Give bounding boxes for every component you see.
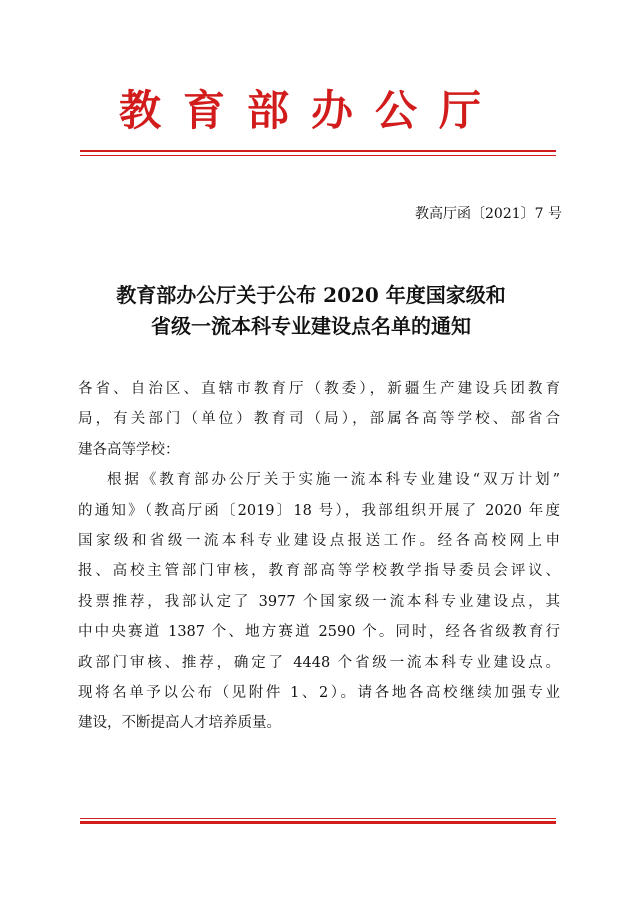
paragraph-line: 建设，不断提高人才培养质量。	[78, 715, 281, 732]
paragraph-line: 现将名单予以公布（见附件 1、2）。请各地各高校继续加强专业	[78, 684, 560, 701]
paragraph-line: 政部门审核、推荐，确定了 4448 个省级一流本科专业建设点。	[78, 654, 560, 671]
addressee-line: 局，有关部门（单位）教育司（局），部属各高等学校、部省合	[78, 411, 560, 428]
paragraph-line: 报、高校主管部门审核，教育部高等学校教学指导委员会评议、	[78, 563, 560, 580]
notice-title-line: 教育部办公厅关于公布 2020 年度国家级和	[116, 283, 506, 307]
footer-red-rule-thin	[80, 818, 556, 819]
addressee-line: 建各高等学校：	[78, 441, 180, 458]
header-red-rule-thick	[80, 150, 556, 152]
notice-title	[70, 280, 552, 342]
masthead-title: 教育部办公厅	[118, 86, 503, 135]
paragraph-line: 的通知》（教高厅函〔2019〕18 号），我部组织开展了 2020 年度	[78, 502, 560, 519]
footer-red-rule-thick	[80, 821, 556, 824]
paragraph-line: 中中央赛道 1387 个、地方赛道 2590 个。同时，经各省级教育行	[78, 624, 560, 641]
document-number: 教高厅函〔2021〕7 号	[415, 206, 562, 222]
paragraph-line: 国家级和省级一流本科专业建设点报送工作。经各高校网上申	[78, 532, 560, 549]
paragraph-line: 根据《教育部办公厅关于实施一流本科专业建设“双万计划”	[107, 472, 560, 489]
notice-title-line: 省级一流本科专业建设点名单的通知	[151, 314, 471, 338]
header-red-rule-thin	[80, 155, 556, 156]
paragraph-line: 投票推荐，我部认定了 3977 个国家级一流本科专业建设点，其	[78, 593, 560, 610]
addressee-line: 各省、自治区、直辖市教育厅（教委），新疆生产建设兵团教育	[78, 381, 560, 397]
notice-body	[78, 374, 560, 739]
